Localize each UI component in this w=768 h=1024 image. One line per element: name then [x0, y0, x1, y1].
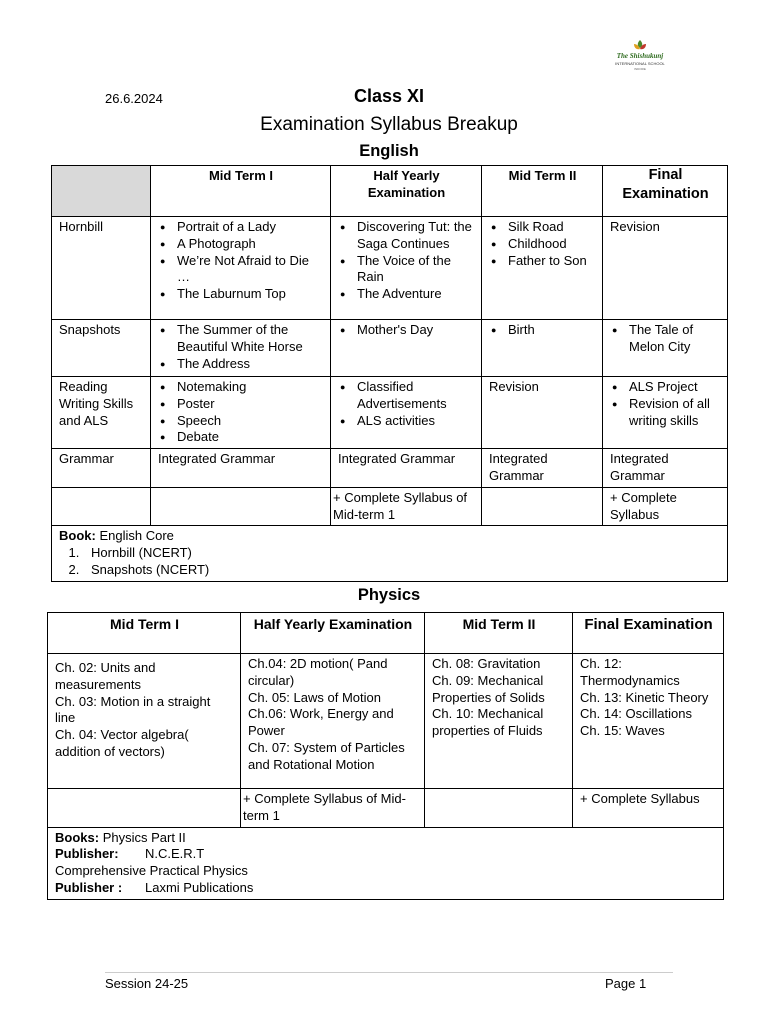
- header-mid-term-1: Mid Term I: [151, 166, 331, 217]
- list-item: ● The Address: [177, 356, 324, 373]
- date: 26.6.2024: [105, 91, 163, 106]
- cell-text: Integrated Grammar: [331, 449, 482, 488]
- table-row: [48, 654, 724, 789]
- table-row: [48, 789, 724, 828]
- table-header-row: [52, 166, 728, 217]
- chapter-item: Ch. 03: Motion in a straight line: [55, 693, 211, 726]
- publisher-value: Laxmi Publications: [145, 879, 254, 895]
- chapter-item: Ch. 07: System of Particles and Rotational Motion: [248, 739, 405, 772]
- empty-cell: [52, 487, 151, 526]
- chapter-item: Ch. 15: Waves: [580, 723, 665, 739]
- cell-text: Revision: [603, 217, 728, 320]
- footer-session: Session 24-25: [105, 976, 189, 991]
- svg-text:The Shishukunj: The Shishukunj: [616, 52, 664, 60]
- table-row: [52, 449, 728, 488]
- table-row: [52, 320, 728, 377]
- chapter-item: Ch. 02: Units and measurements: [55, 660, 156, 692]
- empty-cell: [482, 487, 603, 526]
- list-item: ● We’re Not Afraid to Die …: [177, 253, 324, 287]
- book-row: [52, 526, 728, 581]
- cell-text: Integrated Grammar: [603, 449, 728, 488]
- header-mid-term-1: Mid Term I: [48, 613, 241, 654]
- cell-text: + Complete Syllabus of Mid-term 1: [241, 789, 425, 828]
- list-item: ● ALS Project: [629, 379, 721, 396]
- english-table: [51, 165, 728, 582]
- chapter-item: Ch. 13: Kinetic Theory: [580, 689, 709, 705]
- list-item: ● Childhood: [508, 236, 596, 253]
- chapter-item: Ch. 05: Laws of Motion: [248, 689, 381, 705]
- book-value: Physics Part II: [102, 829, 186, 845]
- table-row: [52, 217, 728, 320]
- list-item: ● The Summer of the Beautiful White Horse: [177, 322, 324, 356]
- physics-section-title: Physics: [357, 586, 421, 604]
- book-cell: [48, 827, 724, 899]
- footer-page-number: Page 1: [605, 976, 647, 991]
- chapter-item: Ch. 14: Oscillations: [580, 706, 692, 722]
- header-final: Final Examination: [603, 166, 728, 217]
- chapter-item: Ch. 04: Vector algebra( addition of vectors): [55, 727, 189, 759]
- empty-cell: [48, 789, 241, 828]
- publisher-label: Publisher :: [55, 879, 123, 895]
- page-title: Examination Syllabus Breakup: [260, 114, 518, 135]
- list-item: ● The Laburnum Top: [177, 286, 324, 303]
- row-label: Reading Writing Skills and ALS: [52, 377, 151, 449]
- list-item: ● The Voice of the Rain: [357, 253, 475, 287]
- list-item: ● Discovering Tut: the Saga Continues: [357, 219, 475, 253]
- table-header-row: [48, 613, 724, 654]
- list-item: ● A Photograph: [177, 236, 324, 253]
- list-item: ● Silk Road: [508, 219, 596, 236]
- header-half-yearly: Half Yearly Examination: [241, 613, 425, 654]
- chapter-item: Ch.06: Work, Energy and Power: [248, 706, 394, 739]
- physics-table: [47, 612, 724, 900]
- header-half-yearly: Half Yearly Examination: [331, 166, 482, 217]
- school-logo: [610, 38, 670, 74]
- empty-cell: [151, 487, 331, 526]
- table-row: [52, 487, 728, 526]
- publisher-value: N.C.E.R.T: [145, 846, 205, 862]
- chapter-item: Ch.04: 2D motion( Pand circular): [248, 656, 388, 688]
- list-item: ● Portrait of a Lady: [177, 219, 324, 236]
- header-blank-cell: [52, 166, 151, 217]
- list-item: ● Revision of all writing skills: [629, 396, 721, 430]
- list-item: ● Notemaking: [177, 379, 324, 396]
- cell-text: Integrated Grammar: [151, 449, 331, 488]
- cell-text: + Complete Syllabus: [573, 789, 724, 828]
- book-value: Comprehensive Practical Physics: [55, 863, 248, 879]
- svg-text:INDORE: INDORE: [634, 67, 646, 71]
- cell-text: + Complete Syllabus: [603, 487, 728, 526]
- book-cell: [52, 526, 728, 581]
- header-final: Final Examination: [573, 613, 724, 654]
- row-label: Snapshots: [52, 320, 151, 377]
- cell-text: + Complete Syllabus of Mid-term 1: [331, 487, 482, 526]
- chapter-item: Ch. 10: Mechanical properties of Fluids: [432, 706, 544, 739]
- row-label: Grammar: [52, 449, 151, 488]
- chapter-item: Ch. 09: Mechanical Properties of Solids: [432, 672, 545, 705]
- table-row: [52, 377, 728, 449]
- book-label: Books:: [55, 829, 100, 845]
- list-item: ● The Tale of Melon City: [629, 322, 721, 356]
- publisher-label: Publisher:: [55, 846, 119, 862]
- header-mid-term-2: Mid Term II: [425, 613, 573, 654]
- list-item: ● Birth: [508, 322, 596, 339]
- list-item: ● The Adventure: [357, 286, 475, 303]
- book-label: Book:: [59, 528, 96, 544]
- list-item: ● Speech: [177, 413, 324, 430]
- row-label: Hornbill: [52, 217, 151, 320]
- chapter-item: Ch. 08: Gravitation: [432, 656, 541, 671]
- chapter-item: Ch. 12: Thermodynamics: [580, 656, 680, 688]
- list-item: ● ALS activities: [357, 413, 475, 430]
- book-row: [48, 827, 724, 899]
- list-item: ● Poster: [177, 396, 324, 413]
- svg-text:INTERNATIONAL SCHOOL: INTERNATIONAL SCHOOL: [615, 61, 665, 66]
- cell-text: Revision: [482, 377, 603, 449]
- book-value: English Core: [99, 528, 174, 544]
- cell-text: Integrated Grammar: [482, 449, 603, 488]
- header-mid-term-2: Mid Term II: [482, 166, 603, 217]
- english-section-title: English: [359, 142, 419, 160]
- list-item: ● Classified Advertisements: [357, 379, 475, 413]
- empty-cell: [425, 789, 573, 828]
- list-item: ● Father to Son: [508, 253, 596, 270]
- class-title: Class XI: [353, 86, 425, 106]
- footer-divider: [105, 972, 673, 973]
- book-item: 1. Hornbill (NCERT): [83, 545, 721, 562]
- book-item: 2. Snapshots (NCERT): [83, 562, 721, 579]
- list-item: ● Debate: [177, 429, 324, 446]
- list-item: ● Mother's Day: [357, 322, 475, 339]
